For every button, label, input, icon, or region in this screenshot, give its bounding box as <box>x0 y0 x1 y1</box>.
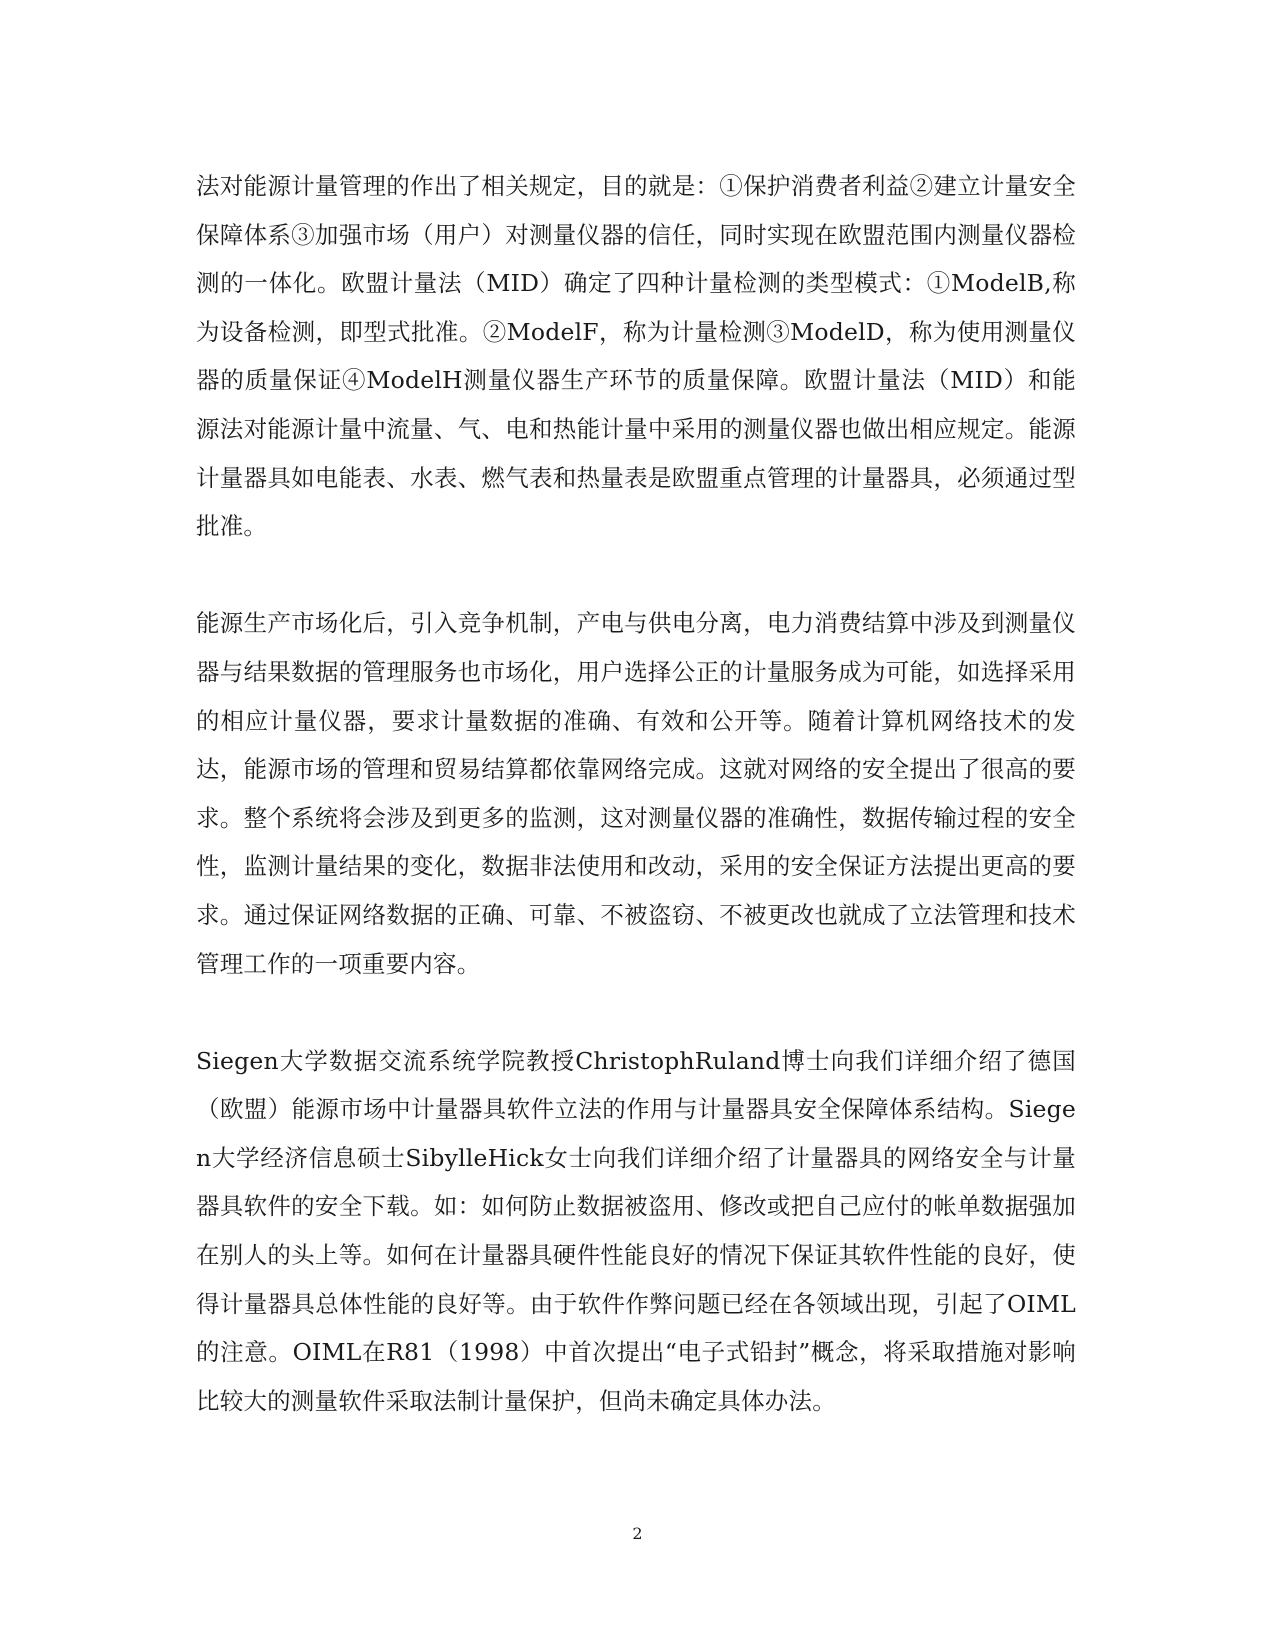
paragraph-3: Siegen大学数据交流系统学院教授ChristophRuland博士向我们详细介绍了德国（欧盟）能源市场中计量器具软件立法的作用与计量器具安全保障体系结构。Siegen大学经济信息硕士SibylleHick女士向我们详细介绍了计量器具的网络安全与计量器具软件的安全下载。如：如何防止数据被盗用、修改或把自己应付的帐单数据强加在别人的头上等。如何在计量器具硬件性能良好的情况下保证其软件性能的良好，使得计量器具总体性能的良好等。由于软件作弊问题已经在各领域出现，引起了OIML的注意。OIML在R81（1998）中首次提出“电子式铅封”概念，将采取措施对影响比较大的测量软件采取法制计量保护，但尚未确定具体办法。 <box>196 1046 1076 1415</box>
document-body <box>196 162 1076 1425</box>
page-number: 2 <box>632 1524 643 1543</box>
paragraph-2: 能源生产市场化后，引入竞争机制，产电与供电分离，电力消费结算中涉及到测量仪器与结果数据的管理服务也市场化，用户选择公正的计量服务成为可能，如选择采用的相应计量仪器，要求计量数据的准确、有效和公开等。随着计算机网络技术的发达，能源市场的管理和贸易结算都依靠网络完成。这就对网络的安全提出了很高的要求。整个系统将会涉及到更多的监测，这对测量仪器的准确性，数据传输过程的安全性，监测计量结果的变化，数据非法使用和改动，采用的安全保证方法提出更高的要求。通过保证网络数据的正确、可靠、不被盗窃、不被更改也就成了立法管理和技术管理工作的一项重要内容。 <box>196 609 1076 978</box>
paragraph-1: 法对能源计量管理的作出了相关规定，目的就是：①保护消费者利益②建立计量安全保障体系③加强市场（用户）对测量仪器的信任，同时实现在欧盟范围内测量仪器检测的一体化。欧盟计量法（MID）确定了四种计量检测的类型模式：①ModelB,称为设备检测，即型式批准。②ModelF，称为计量检测③ModelD，称为使用测量仪器的质量保证④ModelH测量仪器生产环节的质量保障。欧盟计量法（MID）和能源法对能源计量中流量、气、电和热能计量中采用的测量仪器也做出相应规定。能源计量器具如电能表、水表、燃气表和热量表是欧盟重点管理的计量器具，必须通过型批准。 <box>196 172 1076 541</box>
